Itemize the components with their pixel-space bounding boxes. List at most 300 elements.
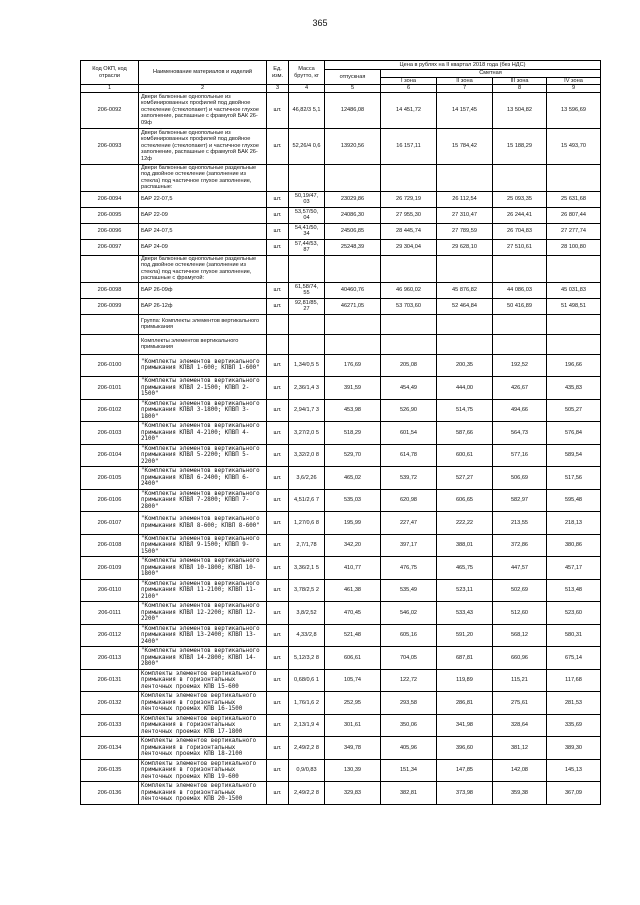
item-code: 206-0134 xyxy=(81,737,139,760)
item-code: 206-0101 xyxy=(81,377,139,400)
price-zone-2: 26 112,54 xyxy=(437,191,493,207)
price-zone-1: 27 955,30 xyxy=(381,207,437,223)
price-zone-1: 614,78 xyxy=(381,444,437,467)
item-mass: 2,94/1,7 3 xyxy=(289,399,325,422)
group-row xyxy=(81,164,601,191)
table-row xyxy=(81,759,601,782)
price-release: 410,77 xyxy=(325,557,381,580)
price-zone-4: 117,68 xyxy=(547,669,601,692)
header-name: Наименование материалов и изделий xyxy=(139,61,267,85)
item-code: 206-0095 xyxy=(81,207,139,223)
empty-cell xyxy=(437,334,493,354)
price-table xyxy=(80,60,601,805)
item-name: "Комплекты элементов вертикального примыкания КПВЛ 10-1800; КПВП 10-1800" xyxy=(139,557,267,580)
price-zone-2: 52 464,84 xyxy=(437,298,493,314)
group-row xyxy=(81,314,601,334)
item-unit: шт. xyxy=(267,512,289,535)
table-row xyxy=(81,239,601,255)
column-index-cell: 9 xyxy=(547,85,601,93)
price-zone-2: 29 628,10 xyxy=(437,239,493,255)
price-zone-1: 539,72 xyxy=(381,467,437,490)
empty-cell xyxy=(493,255,547,282)
item-unit: шт. xyxy=(267,422,289,445)
header-code: Код ОКП, код отрасли xyxy=(81,61,139,85)
item-code: 206-0112 xyxy=(81,624,139,647)
price-zone-3: 213,55 xyxy=(493,512,547,535)
price-zone-1: 205,08 xyxy=(381,354,437,377)
table-row xyxy=(81,647,601,670)
table-row xyxy=(81,579,601,602)
price-zone-2: 147,85 xyxy=(437,759,493,782)
price-release: 465,02 xyxy=(325,467,381,490)
header-zone-3: III зона xyxy=(493,77,547,85)
empty-cell xyxy=(547,164,601,191)
item-code: 206-0133 xyxy=(81,714,139,737)
empty-cell xyxy=(325,314,381,334)
price-zone-4: 13 596,69 xyxy=(547,92,601,128)
group-title: Группа: Комплекты элементов вертикального примыкания xyxy=(139,314,267,334)
item-mass: 50,19/47, 03 xyxy=(289,191,325,207)
item-code: 206-0131 xyxy=(81,669,139,692)
item-code: 206-0099 xyxy=(81,298,139,314)
price-zone-3: 660,96 xyxy=(493,647,547,670)
price-zone-4: 281,53 xyxy=(547,692,601,715)
item-name: "Комплекты элементов вертикального примыкания КПВЛ 13-2400; КПВП 13-2400" xyxy=(139,624,267,647)
price-zone-1: 350,06 xyxy=(381,714,437,737)
price-zone-3: 192,52 xyxy=(493,354,547,377)
item-mass: 3,6/2,26 xyxy=(289,467,325,490)
price-zone-4: 335,69 xyxy=(547,714,601,737)
price-zone-3: 115,21 xyxy=(493,669,547,692)
empty-cell xyxy=(325,334,381,354)
table-row xyxy=(81,422,601,445)
column-index-cell: 8 xyxy=(493,85,547,93)
price-release: 40460,76 xyxy=(325,282,381,298)
price-zone-2: 533,43 xyxy=(437,602,493,625)
table-row xyxy=(81,399,601,422)
item-unit: шт. xyxy=(267,534,289,557)
column-index-row xyxy=(81,85,601,93)
price-zone-3: 142,08 xyxy=(493,759,547,782)
item-code: 206-0132 xyxy=(81,692,139,715)
item-mass: 61,58/74, 55 xyxy=(289,282,325,298)
empty-cell xyxy=(437,164,493,191)
price-release: 329,83 xyxy=(325,782,381,805)
item-unit: шт. xyxy=(267,714,289,737)
table-row xyxy=(81,444,601,467)
item-code: 206-0111 xyxy=(81,602,139,625)
item-name: Комплекты элементов вертикального примыкания в горизонтальных ленточных проемах КПВ 16-1500 xyxy=(139,692,267,715)
price-zone-4: 457,17 xyxy=(547,557,601,580)
item-unit: шт. xyxy=(267,282,289,298)
item-mass: 52,26/4 0,6 xyxy=(289,128,325,164)
price-zone-3: 568,12 xyxy=(493,624,547,647)
item-mass: 1,76/1,6 2 xyxy=(289,692,325,715)
price-zone-1: 14 451,72 xyxy=(381,92,437,128)
header-mass: Масса брутто, кг xyxy=(289,61,325,85)
empty-cell xyxy=(547,255,601,282)
price-zone-3: 13 504,82 xyxy=(493,92,547,128)
empty-cell xyxy=(493,314,547,334)
table-row xyxy=(81,714,601,737)
price-zone-1: 46 960,02 xyxy=(381,282,437,298)
price-zone-1: 151,34 xyxy=(381,759,437,782)
price-zone-1: 28 445,74 xyxy=(381,223,437,239)
column-index-cell: 7 xyxy=(437,85,493,93)
empty-cell xyxy=(289,164,325,191)
item-code: 206-0096 xyxy=(81,223,139,239)
price-zone-3: 25 093,35 xyxy=(493,191,547,207)
item-unit: шт. xyxy=(267,737,289,760)
item-name: "Комплекты элементов вертикального примыкания КПВЛ 12-2200; КПВП 12-2200" xyxy=(139,602,267,625)
price-zone-2: 606,65 xyxy=(437,489,493,512)
price-zone-4: 367,09 xyxy=(547,782,601,805)
item-name: "Комплекты элементов вертикального примыкания КПВЛ 3-1800; КПВП 3-1800" xyxy=(139,399,267,422)
item-code: 206-0104 xyxy=(81,444,139,467)
price-release: 105,74 xyxy=(325,669,381,692)
empty-cell xyxy=(493,334,547,354)
item-mass: 2,36/1,4 3 xyxy=(289,377,325,400)
item-name: "Комплекты элементов вертикального примыкания КПВЛ 2-1500; КПВП 2-1500" xyxy=(139,377,267,400)
price-zone-1: 454,49 xyxy=(381,377,437,400)
price-zone-1: 620,98 xyxy=(381,489,437,512)
item-code: 206-0097 xyxy=(81,239,139,255)
table-row xyxy=(81,223,601,239)
price-zone-4: 389,30 xyxy=(547,737,601,760)
item-name: "Комплекты элементов вертикального примыкания КПВЛ 9-1500; КПВП 9-1500" xyxy=(139,534,267,557)
price-zone-2: 465,75 xyxy=(437,557,493,580)
item-code: 206-0107 xyxy=(81,512,139,535)
item-name: "Комплекты элементов вертикального примыкания КПВЛ 11-2100; КПВП 11-2100" xyxy=(139,579,267,602)
price-zone-4: 517,56 xyxy=(547,467,601,490)
column-index-cell: 4 xyxy=(289,85,325,93)
group-row xyxy=(81,255,601,282)
item-mass: 1,27/0,6 8 xyxy=(289,512,325,535)
price-zone-3: 494,66 xyxy=(493,399,547,422)
price-zone-4: 27 277,74 xyxy=(547,223,601,239)
item-name: БАР 24-07,5 xyxy=(139,223,267,239)
price-zone-3: 512,60 xyxy=(493,602,547,625)
table-row xyxy=(81,692,601,715)
table-row xyxy=(81,602,601,625)
empty-cell xyxy=(437,314,493,334)
price-zone-2: 222,22 xyxy=(437,512,493,535)
item-mass: 57,44/53, 87 xyxy=(289,239,325,255)
price-zone-4: 15 493,70 xyxy=(547,128,601,164)
table-row xyxy=(81,377,601,400)
table-row xyxy=(81,207,601,223)
price-zone-2: 523,11 xyxy=(437,579,493,602)
price-zone-2: 527,27 xyxy=(437,467,493,490)
price-zone-2: 341,98 xyxy=(437,714,493,737)
header-zone-4: IV зона xyxy=(547,77,601,85)
item-name: Двери балконные однопольные из комбинированных профилей под двойное остекление (стеклопакет) и частичное глухое заполнение, распашные с фрамугой БАК 26-09ф xyxy=(139,92,267,128)
item-code: 206-0106 xyxy=(81,489,139,512)
empty-cell xyxy=(381,314,437,334)
item-unit: шт. xyxy=(267,191,289,207)
price-zone-4: 580,31 xyxy=(547,624,601,647)
price-zone-1: 546,02 xyxy=(381,602,437,625)
column-index-cell: 2 xyxy=(139,85,267,93)
item-mass: 3,8/2,52 xyxy=(289,602,325,625)
item-mass: 4,51/2,6 7 xyxy=(289,489,325,512)
price-zone-2: 15 784,42 xyxy=(437,128,493,164)
item-name: "Комплекты элементов вертикального примыкания КПВЛ 14-2800; КПВП 14-2800" xyxy=(139,647,267,670)
price-zone-4: 51 498,51 xyxy=(547,298,601,314)
empty-cell xyxy=(547,334,601,354)
group-row xyxy=(81,334,601,354)
empty-cell xyxy=(81,255,139,282)
table-body xyxy=(81,92,601,804)
item-unit: шт. xyxy=(267,377,289,400)
page-number: 365 xyxy=(312,18,328,28)
table-row xyxy=(81,624,601,647)
price-release: 252,95 xyxy=(325,692,381,715)
item-name: Комплекты элементов вертикального примыкания в горизонтальных ленточных проемах КПВ 18-2100 xyxy=(139,737,267,760)
price-zone-3: 27 510,61 xyxy=(493,239,547,255)
item-name: БАР 26-12ф xyxy=(139,298,267,314)
item-unit: шт. xyxy=(267,207,289,223)
item-code: 206-0109 xyxy=(81,557,139,580)
item-name: Комплекты элементов вертикального примыкания в горизонтальных ленточных проемах КПВ 20-1500 xyxy=(139,782,267,805)
header-zone-1: I зона xyxy=(381,77,437,85)
price-release: 46271,05 xyxy=(325,298,381,314)
table-row xyxy=(81,669,601,692)
item-mass: 1,34/0,5 5 xyxy=(289,354,325,377)
price-zone-1: 704,05 xyxy=(381,647,437,670)
item-name: БАР 22-07,5 xyxy=(139,191,267,207)
price-zone-3: 44 086,03 xyxy=(493,282,547,298)
item-mass: 0,9/0,83 xyxy=(289,759,325,782)
item-name: "Комплекты элементов вертикального примыкания КПВЛ 5-2200; КПВП 5-2200" xyxy=(139,444,267,467)
table-row xyxy=(81,782,601,805)
item-code: 206-0105 xyxy=(81,467,139,490)
empty-cell xyxy=(547,314,601,334)
header-release: отпускная xyxy=(325,70,381,85)
price-release: 518,29 xyxy=(325,422,381,445)
item-mass: 92,81/85, 27 xyxy=(289,298,325,314)
item-name: Двери балконные однопольные из комбинированных профилей под двойное остекление (стеклопакет) и частичное глухое заполнение, распашные с фрамугой БАК 26-12ф xyxy=(139,128,267,164)
price-release: 24506,85 xyxy=(325,223,381,239)
price-zone-2: 587,66 xyxy=(437,422,493,445)
column-index-cell: 5 xyxy=(325,85,381,93)
price-zone-1: 26 729,19 xyxy=(381,191,437,207)
item-name: БАР 26-09ф xyxy=(139,282,267,298)
price-zone-3: 506,69 xyxy=(493,467,547,490)
price-zone-1: 397,17 xyxy=(381,534,437,557)
item-unit: шт. xyxy=(267,489,289,512)
price-zone-3: 359,38 xyxy=(493,782,547,805)
empty-cell xyxy=(493,164,547,191)
item-unit: шт. xyxy=(267,557,289,580)
price-zone-1: 535,49 xyxy=(381,579,437,602)
price-zone-2: 286,81 xyxy=(437,692,493,715)
empty-cell xyxy=(325,255,381,282)
header-estimate: Сметная xyxy=(381,70,601,78)
price-zone-4: 25 631,68 xyxy=(547,191,601,207)
table-row xyxy=(81,489,601,512)
price-zone-4: 380,86 xyxy=(547,534,601,557)
item-mass: 3,32/2,0 8 xyxy=(289,444,325,467)
price-release: 529,70 xyxy=(325,444,381,467)
price-zone-3: 381,12 xyxy=(493,737,547,760)
item-code: 206-0092 xyxy=(81,92,139,128)
empty-cell xyxy=(267,314,289,334)
price-zone-4: 218,13 xyxy=(547,512,601,535)
price-zone-4: 26 807,44 xyxy=(547,207,601,223)
price-zone-4: 145,13 xyxy=(547,759,601,782)
price-zone-3: 50 416,89 xyxy=(493,298,547,314)
empty-cell xyxy=(267,164,289,191)
price-zone-2: 687,81 xyxy=(437,647,493,670)
item-unit: шт. xyxy=(267,399,289,422)
column-index-cell: 3 xyxy=(267,85,289,93)
price-zone-2: 388,01 xyxy=(437,534,493,557)
item-mass: 0,68/0,6 1 xyxy=(289,669,325,692)
item-unit: шт. xyxy=(267,579,289,602)
item-code: 206-0136 xyxy=(81,782,139,805)
price-zone-1: 405,96 xyxy=(381,737,437,760)
price-zone-2: 444,00 xyxy=(437,377,493,400)
header-zone-2: II зона xyxy=(437,77,493,85)
column-index-cell: 6 xyxy=(381,85,437,93)
item-unit: шт. xyxy=(267,647,289,670)
price-zone-3: 564,73 xyxy=(493,422,547,445)
price-zone-1: 526,90 xyxy=(381,399,437,422)
price-zone-1: 227,47 xyxy=(381,512,437,535)
item-mass: 53,57/50, 04 xyxy=(289,207,325,223)
item-mass: 5,12/3,2 8 xyxy=(289,647,325,670)
empty-cell xyxy=(267,255,289,282)
table-row xyxy=(81,534,601,557)
price-zone-2: 373,98 xyxy=(437,782,493,805)
price-zone-3: 582,97 xyxy=(493,489,547,512)
item-name: Комплекты элементов вертикального примыкания в горизонтальных ленточных проемах КПВ 15-600 xyxy=(139,669,267,692)
item-unit: шт. xyxy=(267,92,289,128)
price-release: 470,45 xyxy=(325,602,381,625)
table-row xyxy=(81,354,601,377)
price-zone-2: 396,60 xyxy=(437,737,493,760)
price-zone-4: 595,48 xyxy=(547,489,601,512)
price-zone-2: 45 876,82 xyxy=(437,282,493,298)
price-release: 176,69 xyxy=(325,354,381,377)
price-zone-4: 523,60 xyxy=(547,602,601,625)
table-row xyxy=(81,92,601,128)
group-title: Двери балконные однопольные раздельные под двойное остекление (заполнение из стекла) под частичное глухое заполнение, распашные: xyxy=(139,164,267,191)
price-release: 195,99 xyxy=(325,512,381,535)
price-zone-3: 15 188,29 xyxy=(493,128,547,164)
item-unit: шт. xyxy=(267,239,289,255)
price-zone-2: 14 157,45 xyxy=(437,92,493,128)
price-zone-1: 601,54 xyxy=(381,422,437,445)
item-mass: 3,36/2,1 5 xyxy=(289,557,325,580)
price-release: 349,78 xyxy=(325,737,381,760)
item-name: БАР 22-09 xyxy=(139,207,267,223)
item-unit: шт. xyxy=(267,444,289,467)
group-title: Комплекты элементов вертикального примыкания xyxy=(139,334,267,354)
empty-cell xyxy=(437,255,493,282)
price-zone-2: 514,75 xyxy=(437,399,493,422)
item-mass: 3,78/2,5 2 xyxy=(289,579,325,602)
price-release: 130,39 xyxy=(325,759,381,782)
item-unit: шт. xyxy=(267,624,289,647)
price-zone-2: 600,61 xyxy=(437,444,493,467)
empty-cell xyxy=(289,334,325,354)
item-code: 206-0113 xyxy=(81,647,139,670)
item-unit: шт. xyxy=(267,669,289,692)
item-unit: шт. xyxy=(267,354,289,377)
empty-cell xyxy=(289,314,325,334)
price-release: 301,61 xyxy=(325,714,381,737)
empty-cell xyxy=(381,164,437,191)
price-zone-3: 426,67 xyxy=(493,377,547,400)
table-row xyxy=(81,512,601,535)
item-code: 206-0100 xyxy=(81,354,139,377)
item-mass: 46,82/3 5,1 xyxy=(289,92,325,128)
item-name: "Комплекты элементов вертикального примыкания КПВЛ 4-2100; КПВП 4-2100" xyxy=(139,422,267,445)
group-title: Двери балконные однопольные раздельные под двойное остекление (заполнение из стекла) под частичное глухое заполнение, распашные с фрамугой: xyxy=(139,255,267,282)
price-zone-2: 200,35 xyxy=(437,354,493,377)
item-code: 206-0108 xyxy=(81,534,139,557)
price-release: 12486,08 xyxy=(325,92,381,128)
item-code: 206-0098 xyxy=(81,282,139,298)
price-zone-2: 591,20 xyxy=(437,624,493,647)
price-release: 606,61 xyxy=(325,647,381,670)
price-zone-4: 675,14 xyxy=(547,647,601,670)
price-release: 23029,86 xyxy=(325,191,381,207)
price-zone-1: 605,16 xyxy=(381,624,437,647)
table-row xyxy=(81,191,601,207)
table-row xyxy=(81,298,601,314)
item-unit: шт. xyxy=(267,602,289,625)
item-code: 206-0110 xyxy=(81,579,139,602)
empty-cell xyxy=(81,164,139,191)
price-zone-3: 577,16 xyxy=(493,444,547,467)
price-release: 24086,30 xyxy=(325,207,381,223)
price-zone-1: 122,72 xyxy=(381,669,437,692)
item-mass: 3,27/2,0 5 xyxy=(289,422,325,445)
item-code: 206-0094 xyxy=(81,191,139,207)
item-mass: 2,13/1,9 4 xyxy=(289,714,325,737)
item-code: 206-0102 xyxy=(81,399,139,422)
price-release: 521,48 xyxy=(325,624,381,647)
item-name: "Комплекты элементов вертикального примыкания КПВЛ 8-600; КПВП 8-600" xyxy=(139,512,267,535)
price-zone-1: 476,75 xyxy=(381,557,437,580)
price-zone-4: 435,83 xyxy=(547,377,601,400)
price-zone-4: 45 031,83 xyxy=(547,282,601,298)
item-unit: шт. xyxy=(267,467,289,490)
empty-cell xyxy=(81,334,139,354)
column-index-cell: 1 xyxy=(81,85,139,93)
item-name: БАР 24-09 xyxy=(139,239,267,255)
header-unit: Ед. изм. xyxy=(267,61,289,85)
price-release: 453,98 xyxy=(325,399,381,422)
empty-cell xyxy=(381,255,437,282)
item-name: "Комплекты элементов вертикального примыкания КПВЛ 1-600; КПВП 1-600" xyxy=(139,354,267,377)
price-zone-3: 502,69 xyxy=(493,579,547,602)
item-name: "Комплекты элементов вертикального примыкания КПВЛ 7-2800; КПВП 7-2800" xyxy=(139,489,267,512)
price-zone-4: 196,66 xyxy=(547,354,601,377)
price-zone-4: 28 100,80 xyxy=(547,239,601,255)
item-mass: 2,49/2,2 8 xyxy=(289,737,325,760)
item-code: 206-0093 xyxy=(81,128,139,164)
item-mass: 2,7/1,78 xyxy=(289,534,325,557)
price-zone-2: 27 310,47 xyxy=(437,207,493,223)
price-release: 13920,56 xyxy=(325,128,381,164)
table-header xyxy=(81,61,601,93)
table-row xyxy=(81,737,601,760)
item-unit: шт. xyxy=(267,128,289,164)
